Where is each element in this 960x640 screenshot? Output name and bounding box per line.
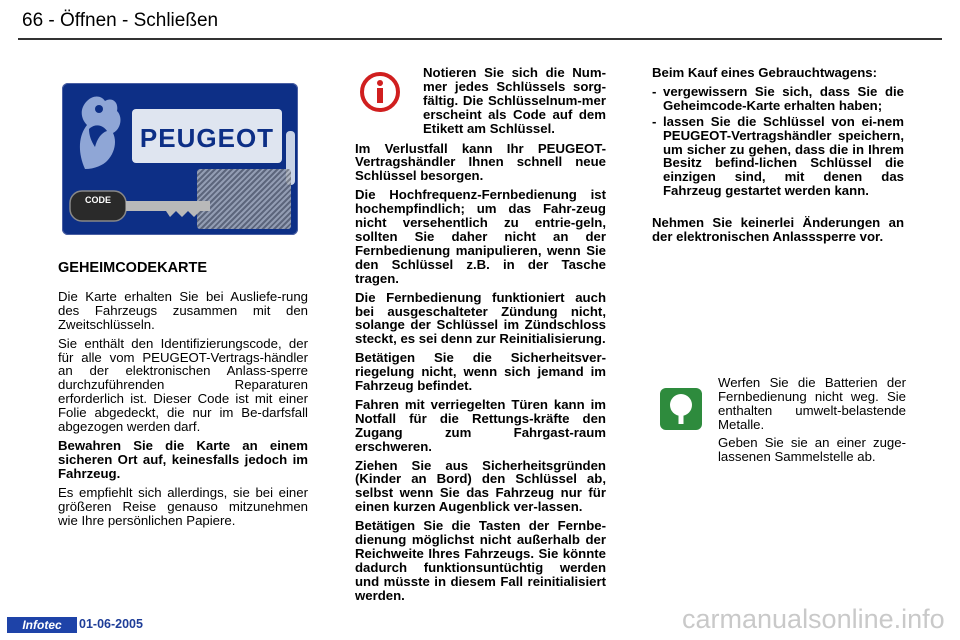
paragraph-bold: Betätigen Sie die Tasten der Fernbe-dienung möglichst nicht außerhalb der Reichweite Ihres Fahrzeugs. Sie könnte dadurch funktionsuntüchtig werden und müsste in diesem Fall reinitialisiert werden.	[355, 518, 606, 603]
column-left	[58, 262, 308, 532]
key-icon	[66, 187, 222, 225]
list-item: - vergewissern Sie sich, dass Sie die Geheimcode-Karte erhalten haben;	[652, 85, 904, 113]
code-card-image	[62, 83, 298, 235]
info-icon	[357, 70, 403, 114]
paragraph: Es empfiehlt sich allerdings, sie bei einer größeren Reise genauso mitzunehmen wie Ihre persönlichen Papiere.	[58, 484, 308, 528]
used-car-list	[652, 85, 904, 198]
eco-text	[718, 376, 906, 467]
section-heading: GEHEIMCODEKARTE	[58, 260, 208, 276]
info-note	[355, 66, 606, 136]
paragraph: Werfen Sie die Batterien der Fernbedienung nicht weg. Sie enthalten umwelt-belastende Metalle.	[718, 375, 906, 432]
paragraph: Geben Sie sie an einer zuge-lassenen Sammelstelle ab.	[718, 434, 906, 464]
eco-note	[652, 372, 908, 472]
list-item: - lassen Sie die Schlüssel von ei-nem PEUGEOT-Vertragshändler speichern, um sicher zu gehen, dass die in Ihrem Besitz befind-lichen Schlüssel die einzigen sind, mit denen das Fahrzeug gestartet werden kann.	[652, 115, 904, 198]
peugeot-lion-logo	[67, 89, 129, 175]
brand-plate	[132, 109, 282, 163]
page-header	[0, 0, 960, 40]
used-car-heading: Beim Kauf eines Gebrauchtwagens:	[652, 65, 877, 80]
note-text: Notieren Sie sich die Num-mer jedes Schlüssels sorg-fältig. Die Schlüsselnum-mer erscheint als Code auf dem Etikett am Schlüssel.	[423, 65, 606, 136]
paragraph: Sie enthält den Identifizierungscode, der für alle vom PEUGEOT-Vertrags-händler an der elektronischen Anlass-sperre durchzuführenden Reparaturen erforderlich ist. Dieser Code ist mit einer Folie abgedeckt, die nur im Be-darfsfall abgezogen werden darf.	[58, 335, 308, 435]
paragraph-bold: Die Fernbedienung funktioniert auch bei ausgeschalteter Zündung nicht, solange der Schlüssel im Zündschloss steckt, es sei denn zur Reinitialisierung.	[355, 289, 606, 347]
column-middle	[355, 66, 606, 608]
watermark: carmanualsonline.info	[682, 604, 945, 634]
brand-name: PEUGEOT	[139, 123, 275, 153]
paragraph-bold: Ziehen Sie aus Sicherheitsgründen (Kinder an Bord) den Schlüssel ab, selbst wenn Sie das Fahrzeug nur für einen kurzen Augenblick ver-lassen.	[355, 457, 606, 515]
footer-date: 01-06-2005	[79, 617, 143, 631]
page-title: 66 - Öffnen - Schließen	[22, 10, 219, 31]
paragraph-bold: Betätigen Sie die Sicherheitsver-riegelung nicht, wenn sich jemand im Fahrzeug befindet.	[355, 350, 606, 394]
tree-icon	[660, 388, 702, 430]
paragraph-bold: Fahren mit verriegelten Türen kann im Notfall für die Rettungs-kräfte den Zugang zum Fahrgast-raum erschweren.	[355, 396, 606, 454]
paragraph-bold: Die Hochfrequenz-Fernbedienung ist hochempfindlich; um das Fahr-zeug nicht versehentlich zu entrie-geln, sollten Sie daher nicht an der Fernbedienung manipulieren, wenn Sie den Schlüssel z.B. in der Tasche tragen.	[355, 187, 606, 286]
header-rule	[18, 38, 942, 40]
paragraph-bold: Bewahren Sie die Karte an einem sicheren Ort auf, keinesfalls jedoch im Fahrzeug.	[58, 437, 308, 481]
infotec-logo: Infotec	[7, 617, 77, 633]
paragraph-bold: Im Verlustfall kann Ihr PEUGEOT-Vertragshändler Ihnen schnell neue Schlüssel besorgen.	[355, 140, 606, 184]
paragraph-bold: Nehmen Sie keinerlei Änderungen an der elektronischen Anlasssperre vor.	[652, 215, 904, 245]
column-right	[652, 66, 904, 249]
key-code-label: CODE	[85, 195, 112, 205]
paragraph: Die Karte erhalten Sie bei Ausliefe-rung des Fahrzeugs zusammen mit den Zweitschlüsseln.	[58, 288, 308, 332]
